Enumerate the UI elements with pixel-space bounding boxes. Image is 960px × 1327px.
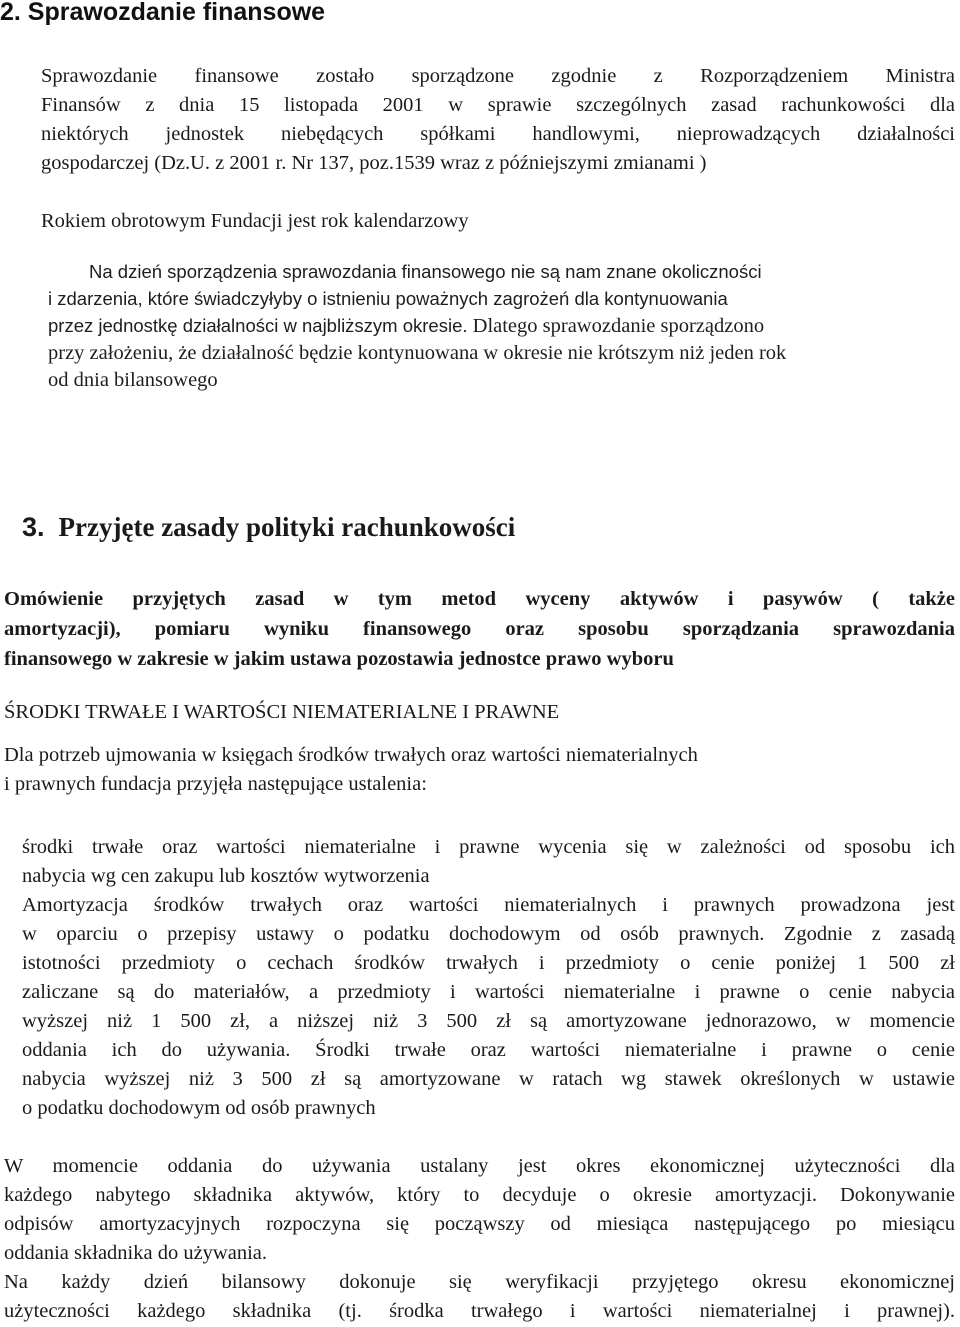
text-line: środki trwałe oraz wartości niematerialne i prawne wycenia się w zależności od sposobu ich [22, 836, 955, 858]
text-line: od dnia bilansowego [48, 369, 218, 391]
text-line: W momencie oddania do używania ustalany jest okres ekonomicznej użyteczności dla [4, 1155, 955, 1177]
text-line: wyższej niż 1 500 zł, a niższej niż 3 500 zł są amortyzowane jednorazowo, w momencie [22, 1010, 955, 1032]
text-line: nabycia wg cen zakupu lub kosztów wytworzenia [22, 865, 430, 887]
text-line: i zdarzenia, które świadczyłyby o istnieniu poważnych zagrożeń dla kontynuowania [48, 288, 728, 309]
accounting-policy-intro [4, 584, 955, 674]
fixed-assets-subheading: ŚRODKI TRWAŁE I WARTOŚCI NIEMATERIALNE I PRAWNE [4, 701, 560, 723]
text-line: Dla potrzeb ujmowania w księgach środków trwałych oraz wartości niematerialnych [4, 744, 698, 766]
fixed-assets-intro [4, 741, 864, 799]
text-line-part: przez jednostkę działalności w najbliższym okresie. [48, 315, 468, 336]
text-line: Na każdy dzień bilansowy dokonuje się weryfikacji przyjętego okresu ekonomicznej [4, 1271, 955, 1293]
text-line: i prawnych fundacja przyjęła następujące ustalenia: [4, 773, 427, 795]
text-line: Finansów z dnia 15 listopada 2001 w sprawie szczególnych zasad rachunkowości dla [41, 94, 955, 116]
text-line: Na dzień sporządzenia sprawozdania finansowego nie są nam znane okoliczności [89, 261, 762, 282]
text-line: każdego nabytego składnika aktywów, który to decyduje o okresie amortyzacji. Dokonywanie [4, 1184, 955, 1206]
section-2-heading: 2. Sprawozdanie finansowe [0, 0, 326, 26]
section-3-title: Przyjęte zasady polityki rachunkowości [58, 512, 516, 542]
depreciation-rules-paragraph [22, 833, 955, 1123]
text-line [48, 312, 956, 340]
text-line: istotności przedmioty o cechach środków trwałych i przedmioty o cenie poniżej 1 500 zł [22, 952, 955, 974]
text-line: finansowego w zakresie w jakim ustawa pozostawia jednostce prawo wyboru [4, 648, 674, 670]
text-line: przy założeniu, że działalność będzie kontynuowana w okresie nie krótszym niż jeden rok [48, 342, 787, 364]
useful-life-paragraph [4, 1152, 955, 1326]
section-3-number: 3. [22, 512, 45, 542]
fiscal-year-statement: Rokiem obrotowym Fundacji jest rok kalendarzowy [41, 210, 469, 232]
text-line: amortyzacji), pomiaru wyniku finansowego oraz sposobu sporządzania sprawozdania [4, 618, 955, 640]
financial-report-basis-paragraph [41, 62, 955, 178]
going-concern-paragraph [48, 258, 956, 394]
text-line: zaliczane są do materiałów, a przedmioty i wartości niematerialne i prawne o cenie nabycia [22, 981, 955, 1003]
text-line: oddania ich do używania. Środki trwałe oraz wartości niematerialne i prawne o cenie [22, 1039, 955, 1061]
text-line: użyteczności każdego składnika (tj. środka trwałego i wartości niematerialnej i prawnej). [4, 1300, 955, 1322]
text-line-part: Dlatego sprawozdanie sporządzono [467, 315, 765, 337]
text-line: niektórych jednostek niebędących spółkami handlowymi, nieprowadzących działalności [41, 123, 955, 145]
text-line: Sprawozdanie finansowe zostało sporządzone zgodnie z Rozporządzeniem Ministra [41, 65, 955, 87]
text-line: oddania składnika do używania. [4, 1242, 268, 1264]
text-line: Amortyzacja środków trwałych oraz wartości niematerialnych i prawnych prowadzona jest [22, 894, 955, 916]
text-line: w oparciu o przepisy ustawy o podatku dochodowym od osób prawnych. Zgodnie z zasadą [22, 923, 955, 945]
text-line: o podatku dochodowym od osób prawnych [22, 1097, 376, 1119]
text-line: Omówienie przyjętych zasad w tym metod wyceny aktywów i pasywów ( także [4, 588, 955, 610]
section-3-heading [22, 512, 515, 543]
text-line: nabycia wyższej niż 3 500 zł są amortyzowane w ratach wg stawek określonych w ustawie [22, 1068, 955, 1090]
text-line: gospodarczej (Dz.U. z 2001 r. Nr 137, poz.1539 wraz z późniejszymi zmianami ) [41, 152, 707, 174]
text-line: odpisów amortyzacyjnych rozpoczyna się począwszy od miesiąca następującego po miesiącu [4, 1213, 955, 1235]
